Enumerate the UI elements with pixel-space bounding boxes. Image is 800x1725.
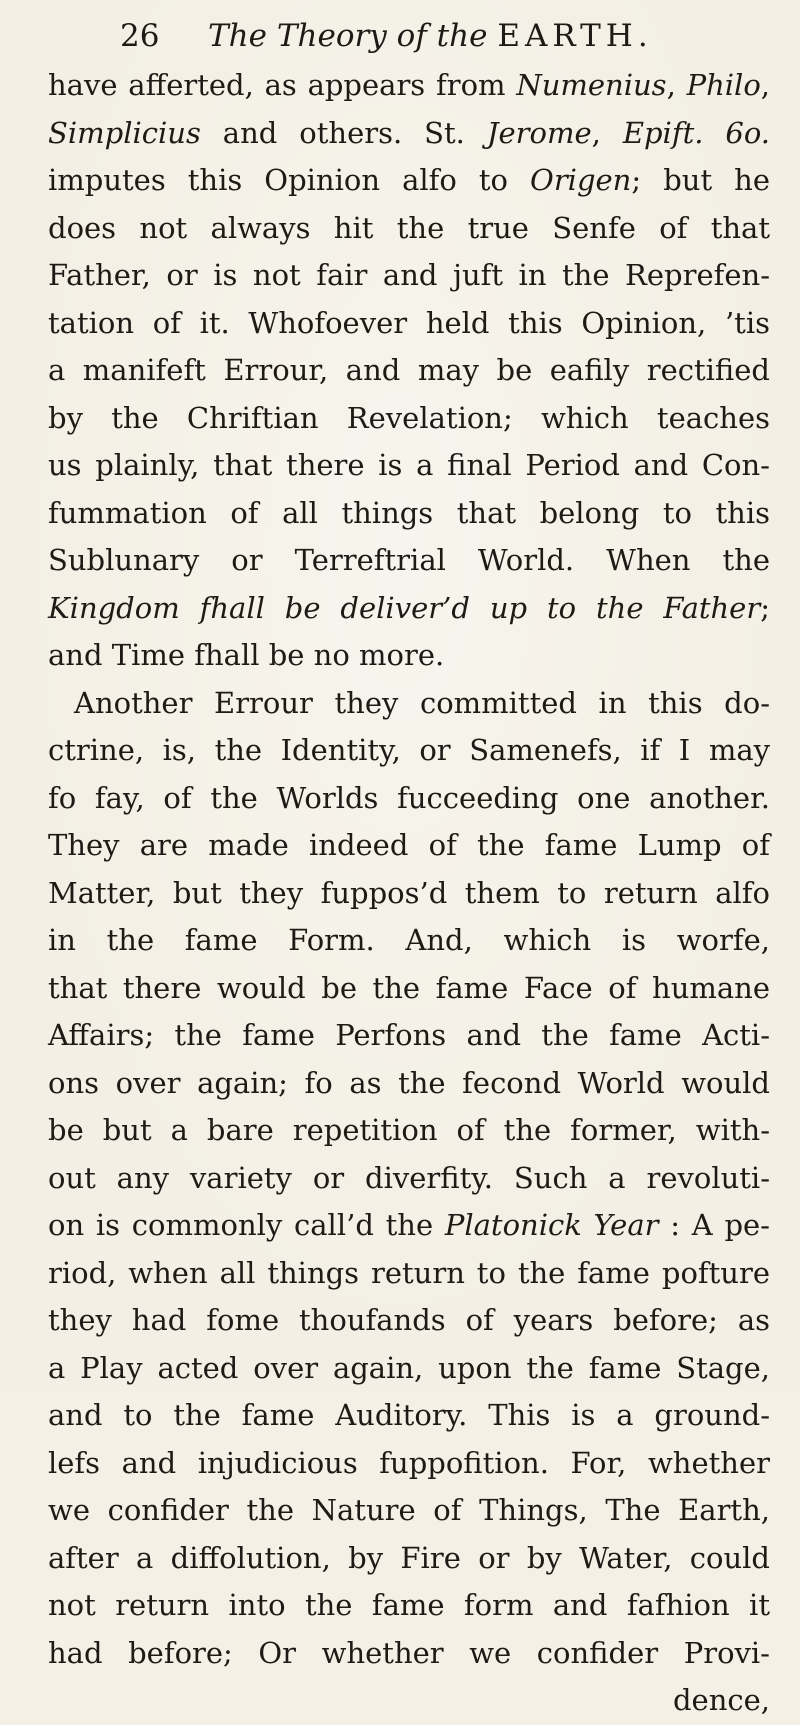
text-line bbox=[48, 1487, 770, 1535]
text-line bbox=[48, 870, 770, 918]
text-line bbox=[48, 822, 770, 870]
text-segment: fummation of all things that belong to this bbox=[48, 495, 770, 530]
text-line bbox=[48, 632, 770, 680]
text-line bbox=[48, 110, 770, 158]
text-line bbox=[48, 1202, 770, 1250]
text-segment: : A pe- bbox=[658, 1208, 770, 1242]
text-segment: , bbox=[666, 68, 687, 102]
text-segment: dence, bbox=[672, 1683, 770, 1717]
text-segment: and Time fhall be no more. bbox=[48, 638, 445, 672]
italic-text: Origen bbox=[530, 163, 632, 197]
text-segment: by the Chriftian Revelation; which teaches bbox=[48, 400, 770, 435]
text-segment: Another Errour they committed in this do- bbox=[74, 685, 770, 720]
italic-text: Kingdom fhall be deliver’d up to the Father bbox=[48, 590, 761, 625]
text-line bbox=[48, 727, 770, 775]
text-segment: on is commonly call’d the bbox=[48, 1208, 445, 1242]
text-segment: a manifeft Errour, and may be eafily rectified bbox=[48, 353, 770, 387]
text-line bbox=[48, 395, 770, 443]
text-segment: have afferted, as appears from bbox=[48, 68, 517, 102]
italic-text: Jerome bbox=[486, 115, 592, 150]
text-segment: ; bbox=[760, 590, 770, 625]
text-segment: had before; Or whether we confider Provi- bbox=[48, 1635, 770, 1670]
text-line bbox=[48, 1012, 770, 1060]
text-segment: imputes this Opinion alfo to bbox=[48, 163, 531, 197]
italic-text: Platonick Year bbox=[444, 1208, 659, 1242]
text-line bbox=[48, 300, 770, 348]
text-segment: that there would be the fame Face of humane bbox=[48, 970, 770, 1005]
italic-text: Epift. 6o. bbox=[622, 115, 771, 150]
text-segment: after a diffolution, by Fire or by Water, could bbox=[48, 1540, 770, 1575]
text-line bbox=[48, 442, 770, 490]
text-line bbox=[48, 205, 770, 253]
text-segment: they had fome thoufands of years before; as bbox=[48, 1303, 770, 1337]
text-line bbox=[48, 917, 770, 965]
text-segment: not return into the fame form and fafhion it bbox=[48, 1588, 770, 1622]
text-segment: fo fay, of the Worlds fucceeding one another. bbox=[48, 780, 770, 815]
running-title bbox=[208, 14, 653, 58]
text-segment: Sublunary or Terreftrial World. When the bbox=[48, 543, 770, 577]
text-line bbox=[48, 252, 770, 300]
text-line bbox=[48, 1535, 770, 1583]
text-segment: a Play acted over again, upon the fame Stage, bbox=[48, 1350, 770, 1385]
text-segment: us plainly, that there is a final Period and Con- bbox=[48, 448, 770, 482]
text-segment: in the fame Form. And, which is worfe, bbox=[48, 923, 770, 957]
text-segment: out any variety or diverfity. Such a revoluti- bbox=[48, 1160, 770, 1195]
text-line bbox=[48, 775, 770, 823]
body-text bbox=[48, 62, 770, 1725]
text-segment: lefs and injudicious fuppofition. For, whether bbox=[48, 1445, 770, 1480]
text-segment: riod, when all things return to the fame pofture bbox=[48, 1255, 770, 1290]
text-line bbox=[48, 157, 770, 205]
text-line bbox=[48, 1392, 770, 1440]
text-segment: ons over again; fo as the fecond World would bbox=[48, 1065, 770, 1100]
italic-text: Numenius bbox=[516, 68, 667, 102]
text-line bbox=[48, 1155, 770, 1203]
running-header bbox=[120, 14, 680, 58]
text-segment: , bbox=[760, 68, 770, 102]
text-line bbox=[48, 585, 770, 633]
text-line bbox=[48, 490, 770, 538]
text-segment: Father, or is not fair and juft in the Reprefen- bbox=[48, 258, 770, 292]
text-segment: does not always hit the true Senfe of that bbox=[48, 210, 770, 245]
text-line bbox=[48, 1630, 770, 1678]
text-line bbox=[48, 1582, 770, 1630]
text-line bbox=[48, 1677, 770, 1725]
text-segment: Matter, but they fuppos’d them to return alfo bbox=[48, 875, 770, 910]
text-segment: ; but he bbox=[631, 163, 770, 197]
text-segment: and to the fame Auditory. This is a ground- bbox=[48, 1398, 770, 1432]
text-line bbox=[48, 965, 770, 1013]
text-segment: be but a bare repetition of the former, with- bbox=[48, 1113, 770, 1147]
page-number: 26 bbox=[120, 18, 160, 54]
text-line bbox=[48, 680, 770, 728]
text-line bbox=[48, 1107, 770, 1155]
text-line bbox=[48, 62, 770, 110]
text-line bbox=[48, 1060, 770, 1108]
running-title-caps: EARTH. bbox=[497, 18, 653, 54]
text-segment: we confider the Nature of Things, The Earth, bbox=[48, 1493, 770, 1527]
text-segment: , bbox=[591, 115, 623, 150]
text-line bbox=[48, 1440, 770, 1488]
text-line bbox=[48, 1345, 770, 1393]
text-line bbox=[48, 347, 770, 395]
italic-text: Philo bbox=[686, 68, 761, 102]
text-segment: ctrine, is, the Identity, or Samenefs, if I may bbox=[48, 733, 770, 767]
text-line bbox=[48, 537, 770, 585]
text-line bbox=[48, 1297, 770, 1345]
text-segment: tation of it. Whofoever held this Opinion, ’tis bbox=[48, 305, 770, 340]
running-title-italic: The Theory of the bbox=[208, 18, 488, 54]
text-segment: They are made indeed of the fame Lump of bbox=[48, 828, 770, 862]
text-line bbox=[48, 1250, 770, 1298]
text-segment: and others. St. bbox=[200, 115, 487, 150]
italic-text: Simplicius bbox=[48, 115, 201, 150]
text-segment: Affairs; the fame Perfons and the fame Acti- bbox=[48, 1018, 770, 1052]
